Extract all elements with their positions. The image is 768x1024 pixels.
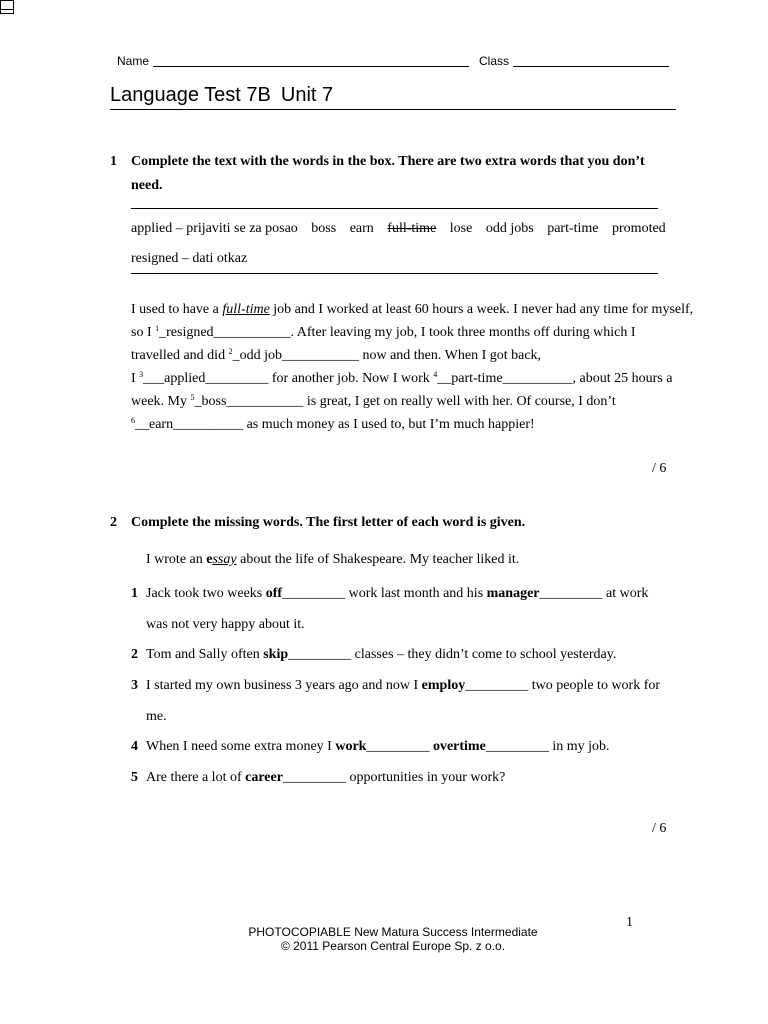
text-line: I used to have a full-time job and I worked at least 60 hours a week. I never had any time for myself, bbox=[131, 302, 694, 317]
footer-line-1: PHOTOCOPIABLE New Matura Success Intermediate bbox=[248, 925, 538, 939]
gap-number: 6 bbox=[131, 416, 135, 425]
question-1-instruction: Complete the text with the words in the box. There are two extra words that you don’t need. bbox=[131, 154, 645, 193]
question-2-item: 2 Tom and Sally often skip_________ classes – they didn’t come to school yesterday. bbox=[131, 647, 617, 662]
question-2-example: I wrote an essay about the life of Shakespeare. My teacher liked it. bbox=[146, 552, 520, 567]
page-title bbox=[110, 84, 676, 110]
unit-label: Unit 7 bbox=[280, 84, 334, 106]
answer-gap[interactable]: _boss___________ is great, I get on really well with her. Of course, I don’t bbox=[194, 394, 616, 409]
name-label: Name bbox=[117, 54, 150, 68]
text-line: so I $^1$_resigned___________. After leaving my job, I took three months off during which I bbox=[131, 324, 636, 340]
word-box-item: lose bbox=[449, 221, 473, 236]
gap-number: 4 bbox=[433, 370, 438, 379]
word-box-item: part-time bbox=[547, 221, 599, 236]
word-box-item-used: full-time bbox=[387, 221, 437, 236]
text-line: week. My $^5$_boss___________ is great, I get on really well with her. Of course, I don’t bbox=[131, 393, 616, 409]
answer-gap[interactable]: _________ opportunities in your work? bbox=[282, 770, 506, 785]
footer-line-2: © 2011 Pearson Central Europe Sp. z o.o. bbox=[280, 939, 506, 953]
word-box bbox=[131, 208, 666, 274]
answer-gap[interactable]: _odd job___________ now and then. When I got back, bbox=[232, 348, 542, 363]
name-field[interactable] bbox=[153, 56, 469, 67]
text-line: I $^3$___applied_________ for another job. Now I work $^4$__part-time__________, about 25 hours a bbox=[131, 370, 673, 386]
word-box-item: odd jobs bbox=[485, 221, 534, 236]
gap-number: 5 bbox=[190, 393, 195, 402]
answer-gap[interactable]: _________ classes – they didn’t come to school yesterday. bbox=[288, 647, 617, 662]
footer bbox=[0, 925, 768, 953]
answer-gap[interactable]: __earn__________ as much money as I used to, but I’m much happier! bbox=[135, 417, 535, 432]
answer-gap[interactable]: _________ two people to work for bbox=[465, 678, 661, 693]
class-label: Class bbox=[479, 54, 510, 68]
answer-gap[interactable]: _resigned___________. After leaving my job, I took three months off during which I bbox=[159, 325, 636, 340]
gap-number: 1 bbox=[155, 324, 160, 333]
answer-gap[interactable]: _________ bbox=[366, 739, 433, 754]
question-2-instruction: Complete the missing words. The first letter of each word is given. bbox=[131, 515, 526, 530]
word-box-item: applied – prijaviti se za posao bbox=[131, 221, 298, 236]
word-box-line-1 bbox=[131, 221, 676, 237]
question-1-number: 1 bbox=[110, 154, 117, 169]
word-box-item: boss bbox=[311, 221, 337, 236]
question-2-number: 2 bbox=[110, 515, 117, 530]
word-box-item: promoted bbox=[612, 221, 666, 236]
page-number: 1 bbox=[626, 915, 633, 930]
word-box-item: resigned – dati otkaz bbox=[131, 251, 248, 266]
question-2-score: / 6 bbox=[652, 821, 667, 836]
question-2-item: 3 I started my own business 3 years ago and now I employ_________ two people to work for bbox=[131, 678, 661, 693]
answer-gap[interactable]: _________ at work bbox=[539, 586, 649, 601]
name-class-row bbox=[117, 54, 510, 68]
answer-gap[interactable]: _________ in my job. bbox=[485, 739, 610, 754]
question-2-item-continuation: was not very happy about it. bbox=[146, 617, 305, 632]
word-box-item: earn bbox=[349, 221, 374, 236]
example-answer: full-time bbox=[222, 302, 270, 317]
document-icon bbox=[0, 0, 14, 14]
text-line bbox=[131, 413, 681, 436]
answer-gap[interactable]: __part-time__________, about 25 hours a bbox=[437, 371, 673, 386]
answer-gap[interactable]: ___applied_________ for another job. Now I work bbox=[143, 371, 434, 386]
word-box-line-2 bbox=[131, 251, 257, 267]
test-title: Language Test 7B bbox=[110, 84, 271, 106]
text-line: travelled and did $^2$_odd job___________ now and then. When I got back, bbox=[131, 347, 542, 363]
class-field[interactable] bbox=[513, 56, 669, 67]
question-1-text bbox=[131, 298, 694, 436]
question-1-score: / 6 bbox=[652, 461, 667, 476]
question-2-item: 1 Jack took two weeks off_________ work last month and his manager_________ at work bbox=[131, 586, 649, 601]
answer-gap[interactable]: _________ work last month and his bbox=[282, 586, 487, 601]
gap-number: 3 bbox=[139, 370, 144, 379]
question-2-item: 5 Are there a lot of career_________ opportunities in your work? bbox=[131, 770, 506, 785]
question-2-item-continuation: me. bbox=[146, 709, 167, 724]
gap-number: 2 bbox=[228, 347, 233, 356]
question-2-item: 4 When I need some extra money I work_________ overtime_________ in my job. bbox=[131, 739, 610, 754]
